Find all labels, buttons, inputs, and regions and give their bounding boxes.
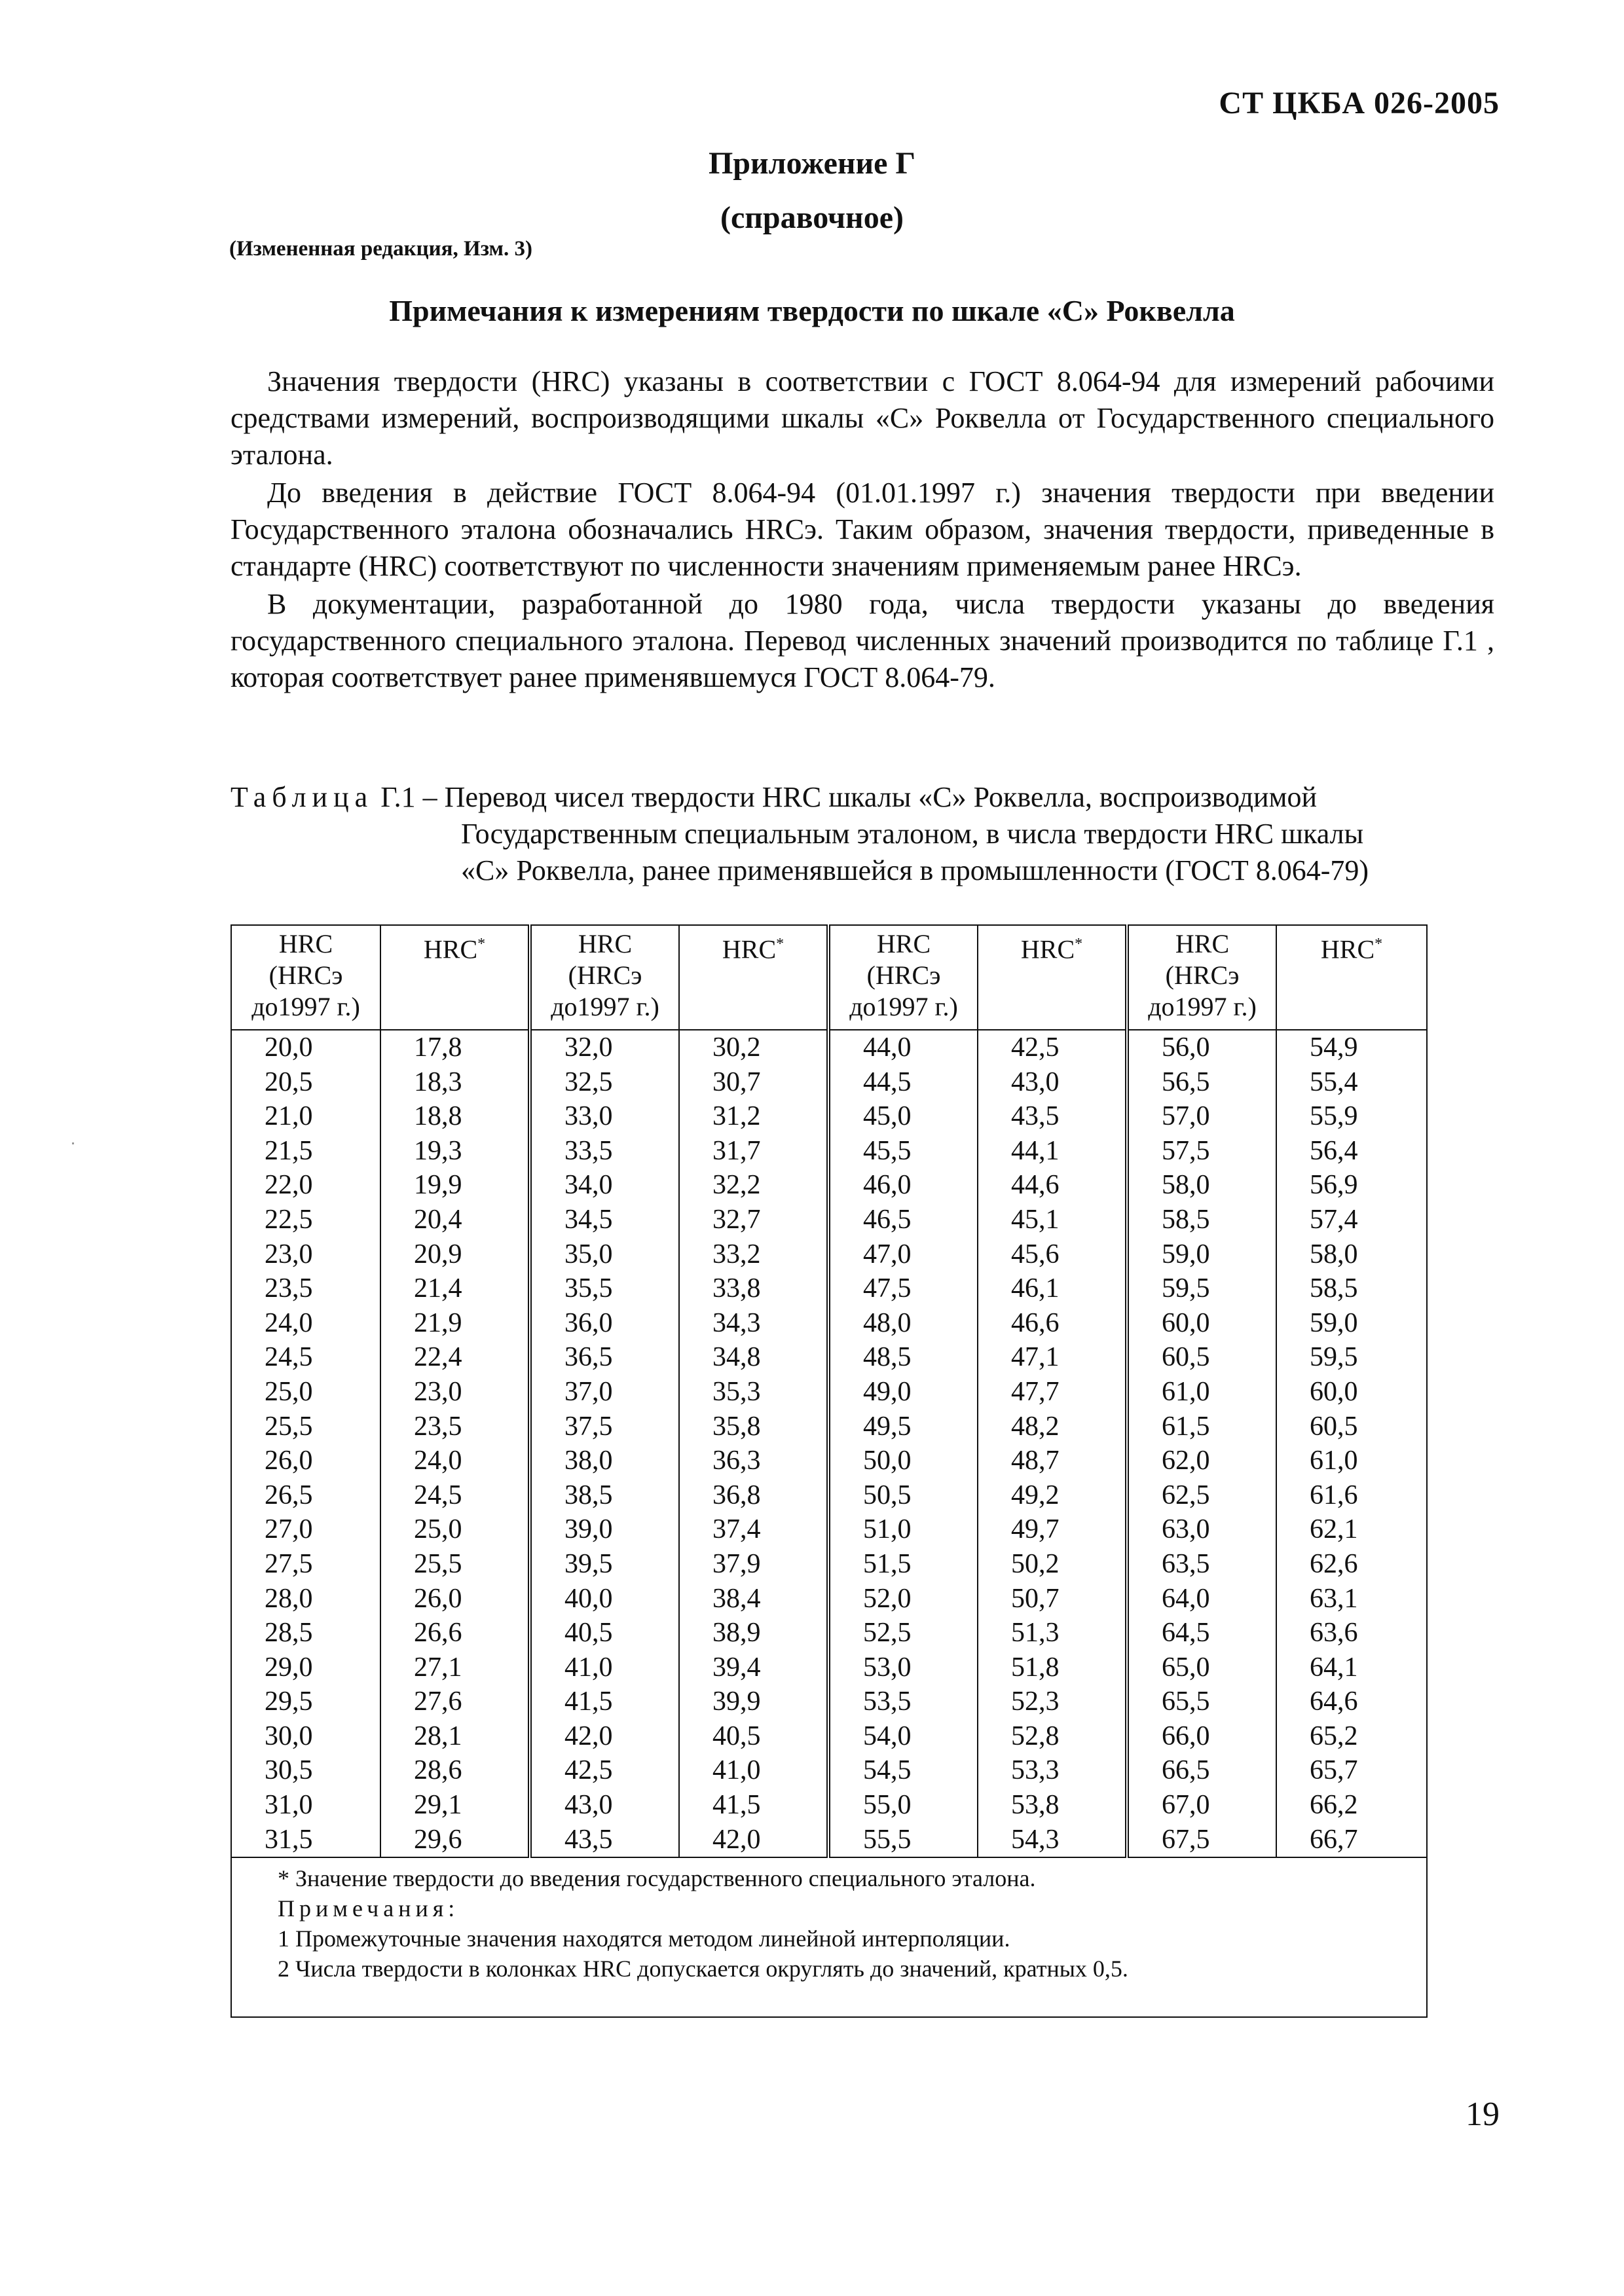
- table-cell: 45,6: [978, 1237, 1127, 1272]
- table-cell: 53,0: [828, 1650, 978, 1685]
- header-line: (HRCэ: [568, 960, 642, 990]
- header-line: HRC: [1020, 934, 1075, 964]
- table-cell: 24,5: [231, 1340, 380, 1375]
- table-row: [231, 1685, 1427, 1719]
- table-cell: 46,1: [978, 1271, 1127, 1306]
- table-cell: 55,0: [828, 1788, 978, 1823]
- table-cell: 31,0: [231, 1788, 380, 1823]
- table-cell: 52,5: [828, 1616, 978, 1650]
- table-cell: 28,0: [231, 1582, 380, 1616]
- table-cell: 40,5: [679, 1719, 828, 1754]
- table-row: [231, 1823, 1427, 1858]
- table-cell: 59,5: [1127, 1271, 1276, 1306]
- table-caption: [231, 779, 1494, 889]
- table-cell: 36,8: [679, 1478, 828, 1513]
- header-line: до1997 г.): [251, 992, 360, 1021]
- table-cell: 60,5: [1276, 1410, 1427, 1444]
- table-cell: 21,5: [231, 1134, 380, 1169]
- table-cell: 20,4: [380, 1203, 530, 1237]
- table-row: [231, 1168, 1427, 1203]
- table-cell: 42,0: [679, 1823, 828, 1858]
- table-cell: 20,9: [380, 1237, 530, 1272]
- table-cell: 34,5: [530, 1203, 679, 1237]
- table-cell: 35,0: [530, 1237, 679, 1272]
- table-cell: 39,9: [679, 1685, 828, 1719]
- notes-label: Примечания:: [278, 1895, 460, 1922]
- table-cell: 39,4: [679, 1650, 828, 1685]
- table-cell: 32,5: [530, 1065, 679, 1100]
- table-caption-line: Государственным специальным эталоном, в числа твердости HRC шкалы: [461, 818, 1364, 850]
- table-row: [231, 1478, 1427, 1513]
- table-cell: 18,8: [380, 1099, 530, 1134]
- header-line: HRC: [876, 929, 931, 958]
- table-cell: 22,0: [231, 1168, 380, 1203]
- table-cell: 51,0: [828, 1512, 978, 1547]
- table-cell: 48,0: [828, 1306, 978, 1341]
- table-cell: 62,1: [1276, 1512, 1427, 1547]
- table-cell: 67,5: [1127, 1823, 1276, 1858]
- table-cell: 38,0: [530, 1444, 679, 1478]
- header-line: до1997 г.): [849, 992, 958, 1021]
- table-cell: 65,0: [1127, 1650, 1276, 1685]
- table-cell: 28,6: [380, 1753, 530, 1788]
- table-cell: 41,0: [530, 1650, 679, 1685]
- table-cell: 60,5: [1127, 1340, 1276, 1375]
- table-cell: 49,0: [828, 1375, 978, 1410]
- table-cell: 31,7: [679, 1134, 828, 1169]
- table-cell: 51,3: [978, 1616, 1127, 1650]
- header-hrc-star: [380, 925, 530, 1030]
- table-row: [231, 1616, 1427, 1650]
- table-cell: 56,0: [1127, 1030, 1276, 1065]
- table-cell: 43,5: [978, 1099, 1127, 1134]
- table-cell: 55,4: [1276, 1065, 1427, 1100]
- header-line: HRC: [1175, 929, 1230, 958]
- table-cell: 47,0: [828, 1237, 978, 1272]
- table-cell: 58,0: [1127, 1168, 1276, 1203]
- table-cell: 50,2: [978, 1547, 1127, 1582]
- table-cell: 37,5: [530, 1410, 679, 1444]
- body-text: [231, 363, 1494, 697]
- table-cell: 28,1: [380, 1719, 530, 1754]
- table-cell: 64,1: [1276, 1650, 1427, 1685]
- table-cell: 48,2: [978, 1410, 1127, 1444]
- table-cell: 43,0: [530, 1788, 679, 1823]
- header-hrc-star: [978, 925, 1127, 1030]
- table-cell: 58,5: [1127, 1203, 1276, 1237]
- table-cell: 36,3: [679, 1444, 828, 1478]
- table-cell: 25,0: [380, 1512, 530, 1547]
- table-cell: 27,0: [231, 1512, 380, 1547]
- table-cell: 56,5: [1127, 1065, 1276, 1100]
- asterisk-mark: *: [477, 936, 486, 953]
- table-cell: 48,7: [978, 1444, 1127, 1478]
- table-cell: 21,4: [380, 1271, 530, 1306]
- table-cell: 34,0: [530, 1168, 679, 1203]
- table-cell: 59,0: [1276, 1306, 1427, 1341]
- table-cell: 34,3: [679, 1306, 828, 1341]
- appendix-subtitle: (справочное): [720, 200, 904, 235]
- table-caption-line: «С» Роквелла, ранее применявшейся в промышленности (ГОСТ 8.064-79): [461, 854, 1369, 886]
- table-cell: 20,0: [231, 1030, 380, 1065]
- table-cell: 60,0: [1127, 1306, 1276, 1341]
- table-cell: 35,5: [530, 1271, 679, 1306]
- table-cell: 64,6: [1276, 1685, 1427, 1719]
- table-cell: 47,7: [978, 1375, 1127, 1410]
- table-cell: 47,1: [978, 1340, 1127, 1375]
- page-number: 19: [1466, 2096, 1500, 2133]
- table-cell: 66,0: [1127, 1719, 1276, 1754]
- standard-code: СТ ЦКБА 026-2005: [1219, 86, 1500, 120]
- appendix-title: Приложение Г: [708, 146, 916, 181]
- table-cell: 38,9: [679, 1616, 828, 1650]
- table-cell: 62,6: [1276, 1547, 1427, 1582]
- table-cell: 27,5: [231, 1547, 380, 1582]
- table-cell: 41,5: [530, 1685, 679, 1719]
- table-cell: 29,5: [231, 1685, 380, 1719]
- table-row: [231, 1134, 1427, 1169]
- table-cell: 56,9: [1276, 1168, 1427, 1203]
- header-hrc-e: [231, 925, 380, 1030]
- table-row: [231, 1582, 1427, 1616]
- table-cell: 24,0: [380, 1444, 530, 1478]
- table-cell: 25,5: [231, 1410, 380, 1444]
- table-cell: 51,5: [828, 1547, 978, 1582]
- table-cell: 32,0: [530, 1030, 679, 1065]
- table-cell: 44,1: [978, 1134, 1127, 1169]
- table-cell: 38,4: [679, 1582, 828, 1616]
- table-cell: 52,0: [828, 1582, 978, 1616]
- table-footnotes: [231, 1857, 1427, 2017]
- table-row: [231, 1271, 1427, 1306]
- table-cell: 53,5: [828, 1685, 978, 1719]
- table-cell: 33,5: [530, 1134, 679, 1169]
- table-cell: 22,4: [380, 1340, 530, 1375]
- table-cell: 31,5: [231, 1823, 380, 1858]
- table-cell: 40,5: [530, 1616, 679, 1650]
- header-hrc-e: [530, 925, 679, 1030]
- table-cell: 24,5: [380, 1478, 530, 1513]
- table-cell: 58,5: [1276, 1271, 1427, 1306]
- table-cell: 65,5: [1127, 1685, 1276, 1719]
- table-cell: 26,5: [231, 1478, 380, 1513]
- amendment-note: (Измененная редакция, Изм. 3): [229, 237, 532, 261]
- table-cell: 22,5: [231, 1203, 380, 1237]
- table-row: [231, 1444, 1427, 1478]
- table-cell: 54,0: [828, 1719, 978, 1754]
- table-cell: 29,1: [380, 1788, 530, 1823]
- table-cell: 32,2: [679, 1168, 828, 1203]
- scan-speck: [72, 1142, 74, 1144]
- paragraph: В документации, разработанной до 1980 года, числа твердости указаны до введения государственного специального эталона. Перевод численных значений производится по таблице Г.1 , которая соответствует ранее применявшемуся ГОСТ 8.064-79.: [231, 588, 1494, 693]
- asterisk-mark: *: [1075, 936, 1083, 953]
- table-cell: 24,0: [231, 1306, 380, 1341]
- table-cell: 26,0: [231, 1444, 380, 1478]
- header-hrc-star: [1276, 925, 1427, 1030]
- table-cell: 58,0: [1276, 1237, 1427, 1272]
- table-cell: 48,5: [828, 1340, 978, 1375]
- table-cell: 59,0: [1127, 1237, 1276, 1272]
- table-cell: 49,7: [978, 1512, 1127, 1547]
- table-cell: 57,5: [1127, 1134, 1276, 1169]
- table-cell: 46,5: [828, 1203, 978, 1237]
- table-cell: 47,5: [828, 1271, 978, 1306]
- table-cell: 55,5: [828, 1823, 978, 1858]
- table-cell: 63,0: [1127, 1512, 1276, 1547]
- table-cell: 39,5: [530, 1547, 679, 1582]
- section-title: Примечания к измерениям твердости по шкале «С» Роквелла: [389, 294, 1235, 327]
- table-caption-label: Таблица: [231, 781, 374, 813]
- table-cell: 36,0: [530, 1306, 679, 1341]
- table-cell: 39,0: [530, 1512, 679, 1547]
- table-caption-line: Г.1 – Перевод чисел твердости HRC шкалы «С» Роквелла, воспроизводимой: [380, 781, 1317, 813]
- table-cell: 25,5: [380, 1547, 530, 1582]
- table-cell: 23,0: [380, 1375, 530, 1410]
- table-row: [231, 1065, 1427, 1100]
- table-cell: 61,0: [1127, 1375, 1276, 1410]
- table-cell: 57,0: [1127, 1099, 1276, 1134]
- paragraph: До введения в действие ГОСТ 8.064-94 (01.01.1997 г.) значения твердости при введении Государственного эталона обозначались HRCэ. Таким образом, значения твердости, приведенные в стандарте (HRC) соответствуют по численности значениям применяемым ранее HRCэ.: [231, 477, 1494, 582]
- table-cell: 42,5: [978, 1030, 1127, 1065]
- table-row: [231, 1203, 1427, 1237]
- table-cell: 35,3: [679, 1375, 828, 1410]
- table-cell: 44,5: [828, 1065, 978, 1100]
- table-cell: 27,6: [380, 1685, 530, 1719]
- table-cell: 44,6: [978, 1168, 1127, 1203]
- header-line: (HRCэ: [866, 960, 941, 990]
- table-cell: 61,5: [1127, 1410, 1276, 1444]
- table-cell: 42,5: [530, 1753, 679, 1788]
- table-row: [231, 1512, 1427, 1547]
- table-cell: 33,2: [679, 1237, 828, 1272]
- table-cell: 64,0: [1127, 1582, 1276, 1616]
- table-cell: 27,1: [380, 1650, 530, 1685]
- table-cell: 19,9: [380, 1168, 530, 1203]
- table-cell: 26,0: [380, 1582, 530, 1616]
- header-line: HRC: [1320, 934, 1375, 964]
- footnote: * Значение твердости до введения государственного специального эталона.: [278, 1865, 1036, 1892]
- table-cell: 29,0: [231, 1650, 380, 1685]
- table-cell: 41,0: [679, 1753, 828, 1788]
- table-cell: 53,3: [978, 1753, 1127, 1788]
- note-item: 2 Числа твердости в колонках HRC допускается округлять до значений, кратных 0,5.: [278, 1956, 1128, 1982]
- header-line: (HRCэ: [1165, 960, 1240, 990]
- table-cell: 60,0: [1276, 1375, 1427, 1410]
- table-cell: 63,5: [1127, 1547, 1276, 1582]
- table-cell: 20,5: [231, 1065, 380, 1100]
- table-cell: 23,5: [380, 1410, 530, 1444]
- paragraph: Значения твердости (HRC) указаны в соответствии с ГОСТ 8.064-94 для измерений рабочими средствами измерений, воспроизводящими шкалы «С» Роквелла от Государственного специального эталона.: [231, 365, 1494, 471]
- table-cell: 65,2: [1276, 1719, 1427, 1754]
- table-cell: 45,0: [828, 1099, 978, 1134]
- table-cell: 50,7: [978, 1582, 1127, 1616]
- table-cell: 30,2: [679, 1030, 828, 1065]
- header-hrc-e: [828, 925, 978, 1030]
- table-cell: 29,6: [380, 1823, 530, 1858]
- table-cell: 62,5: [1127, 1478, 1276, 1513]
- table-row: [231, 1547, 1427, 1582]
- table-cell: 26,6: [380, 1616, 530, 1650]
- table-cell: 49,2: [978, 1478, 1127, 1513]
- table-cell: 33,0: [530, 1099, 679, 1134]
- table-cell: 18,3: [380, 1065, 530, 1100]
- table-cell: 23,5: [231, 1271, 380, 1306]
- table-cell: 21,0: [231, 1099, 380, 1134]
- table-cell: 38,5: [530, 1478, 679, 1513]
- table-cell: 19,3: [380, 1134, 530, 1169]
- table-cell: 21,9: [380, 1306, 530, 1341]
- table-cell: 42,0: [530, 1719, 679, 1754]
- table-row: [231, 1237, 1427, 1272]
- table-cell: 43,0: [978, 1065, 1127, 1100]
- header-hrc-e: [1127, 925, 1276, 1030]
- table-cell: 46,0: [828, 1168, 978, 1203]
- table-cell: 66,5: [1127, 1753, 1276, 1788]
- header-line: до1997 г.): [551, 992, 659, 1021]
- table-cell: 17,8: [380, 1030, 530, 1065]
- table-cell: 40,0: [530, 1582, 679, 1616]
- table-cell: 57,4: [1276, 1203, 1427, 1237]
- table-cell: 67,0: [1127, 1788, 1276, 1823]
- header-line: HRC: [423, 934, 478, 964]
- table-cell: 63,6: [1276, 1616, 1427, 1650]
- table-row: [231, 1340, 1427, 1375]
- table-cell: 37,4: [679, 1512, 828, 1547]
- table-cell: 52,3: [978, 1685, 1127, 1719]
- header-line: HRC: [278, 929, 333, 958]
- header-line: до1997 г.): [1148, 992, 1257, 1021]
- table-cell: 52,8: [978, 1719, 1127, 1754]
- header-line: HRC: [578, 929, 633, 958]
- table-cell: 25,0: [231, 1375, 380, 1410]
- table-cell: 28,5: [231, 1616, 380, 1650]
- table-cell: 61,0: [1276, 1444, 1427, 1478]
- table-cell: 62,0: [1127, 1444, 1276, 1478]
- table-cell: 37,0: [530, 1375, 679, 1410]
- table-row: [231, 1410, 1427, 1444]
- table-row: [231, 1650, 1427, 1685]
- table-cell: 32,7: [679, 1203, 828, 1237]
- conversion-table: [231, 924, 1428, 2018]
- table-cell: 54,9: [1276, 1030, 1427, 1065]
- table-row: [231, 1753, 1427, 1788]
- table-row: [231, 1306, 1427, 1341]
- table-cell: 30,0: [231, 1719, 380, 1754]
- asterisk-mark: *: [776, 936, 784, 953]
- table-cell: 53,8: [978, 1788, 1127, 1823]
- table-cell: 41,5: [679, 1788, 828, 1823]
- table-cell: 55,9: [1276, 1099, 1427, 1134]
- table-cell: 51,8: [978, 1650, 1127, 1685]
- table-cell: 49,5: [828, 1410, 978, 1444]
- table-cell: 45,1: [978, 1203, 1127, 1237]
- table-cell: 36,5: [530, 1340, 679, 1375]
- table-cell: 30,5: [231, 1753, 380, 1788]
- table-cell: 34,8: [679, 1340, 828, 1375]
- asterisk-mark: *: [1375, 936, 1383, 953]
- table-cell: 43,5: [530, 1823, 679, 1858]
- table-row: [231, 1788, 1427, 1823]
- table-cell: 30,7: [679, 1065, 828, 1100]
- table-cell: 59,5: [1276, 1340, 1427, 1375]
- table-cell: 64,5: [1127, 1616, 1276, 1650]
- table-cell: 50,5: [828, 1478, 978, 1513]
- table-cell: 66,2: [1276, 1788, 1427, 1823]
- table-cell: 31,2: [679, 1099, 828, 1134]
- table-cell: 50,0: [828, 1444, 978, 1478]
- table-row: [231, 1030, 1427, 1065]
- table-cell: 66,7: [1276, 1823, 1427, 1858]
- table-cell: 46,6: [978, 1306, 1127, 1341]
- table-cell: 44,0: [828, 1030, 978, 1065]
- note-item: 1 Промежуточные значения находятся методом линейной интерполяции.: [278, 1925, 1010, 1952]
- table-cell: 37,9: [679, 1547, 828, 1582]
- header-line: (HRCэ: [268, 960, 343, 990]
- table-cell: 61,6: [1276, 1478, 1427, 1513]
- header-hrc-star: [679, 925, 828, 1030]
- table-cell: 54,5: [828, 1753, 978, 1788]
- table-row: [231, 1375, 1427, 1410]
- table-cell: 65,7: [1276, 1753, 1427, 1788]
- table-cell: 35,8: [679, 1410, 828, 1444]
- table-cell: 56,4: [1276, 1134, 1427, 1169]
- table-cell: 23,0: [231, 1237, 380, 1272]
- table-cell: 63,1: [1276, 1582, 1427, 1616]
- table-cell: 33,8: [679, 1271, 828, 1306]
- header-line: HRC: [722, 934, 777, 964]
- table-row: [231, 1719, 1427, 1754]
- table-cell: 45,5: [828, 1134, 978, 1169]
- table-row: [231, 1099, 1427, 1134]
- table-cell: 54,3: [978, 1823, 1127, 1858]
